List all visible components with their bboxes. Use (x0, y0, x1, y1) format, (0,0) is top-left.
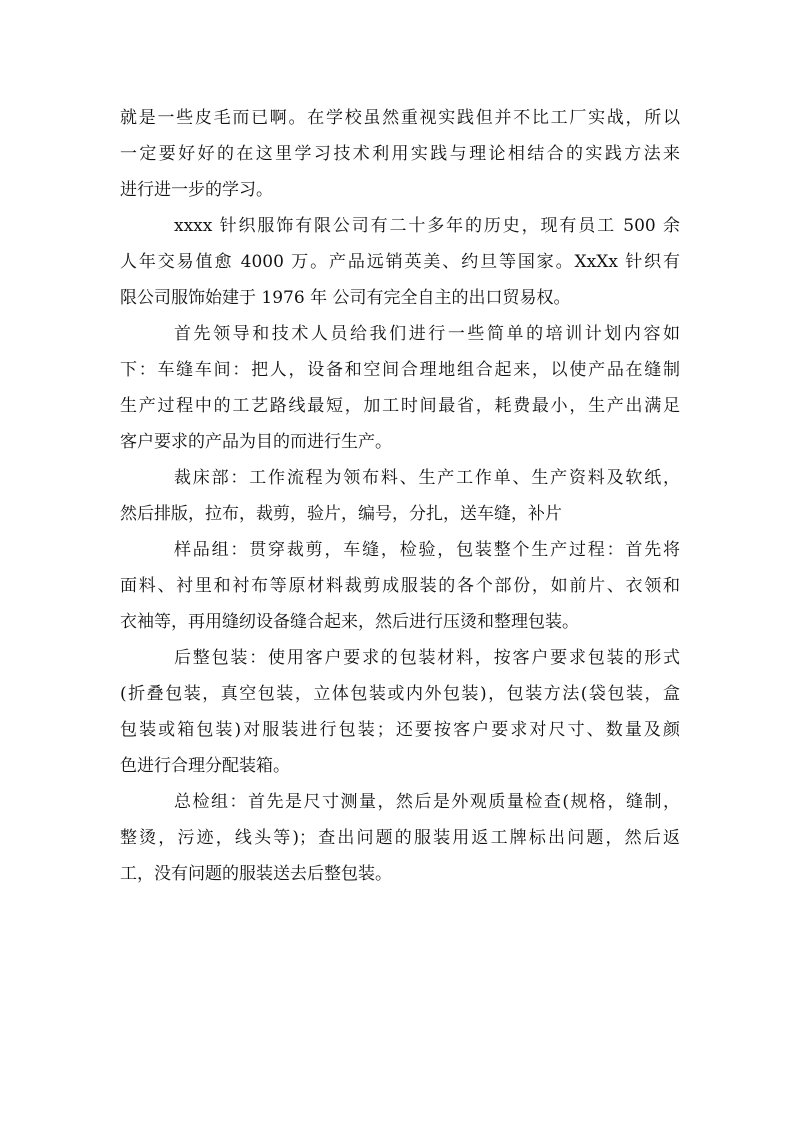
text-line: 总检组：首先是尺寸测量，然后是外观质量检查(规格，缝制， (174, 792, 680, 812)
text-line: 进行进一步的学习。 (120, 180, 273, 200)
text-line: 首先领导和技术人员给我们进行一些简单的培训计划内容如 (174, 324, 680, 344)
text-line: 客户要求的产品为目的而进行生产。 (120, 432, 392, 452)
text-line: 下：车缝车间：把人，设备和空间合理地组合起来，以使产品在缝制 (120, 360, 680, 380)
document-body (120, 100, 680, 892)
text-line: 样品组：贯穿裁剪，车缝，检验，包装整个生产过程：首先将 (174, 540, 680, 560)
text-line: (折叠包装，真空包装，立体包装或内外包装)，包装方法(袋包装，盒 (120, 684, 680, 704)
text-line: 生产过程中的工艺路线最短，加工时间最省，耗费最小，生产出满足 (120, 396, 680, 416)
text-line: 工，没有问题的服装送去后整包装。 (120, 864, 392, 884)
text-line: 裁床部：工作流程为领布料、生产工作单、生产资料及软纸， (174, 468, 680, 488)
text-line: 就是一些皮毛而已啊。在学校虽然重视实践但并不比工厂实战，所以 (120, 108, 680, 128)
text-line: 限公司服饰始建于 1976 年 公司有完全自主的出口贸易权。 (120, 288, 571, 308)
text-line: xxxx 针织服饰有限公司有二十多年的历史，现有员工 500 余 (174, 216, 680, 236)
text-line: 人年交易值愈 4000 万。产品远销英美、约旦等国家。XxXx 针织有 (120, 252, 680, 272)
text-line: 包装或箱包装)对服装进行包装；还要按客户要求对尺寸、数量及颜 (120, 720, 680, 740)
text-line: 一定要好好的在这里学习技术利用实践与理论相结合的实践方法来 (120, 144, 680, 164)
text-line: 后整包装：使用客户要求的包装材料，按客户要求包装的形式 (174, 648, 680, 668)
text-line: 衣袖等，再用缝纫设备缝合起来，然后进行压烫和整理包装。 (120, 612, 579, 632)
text-line: 面料、衬里和衬布等原材料裁剪成服装的各个部份，如前片、衣领和 (120, 576, 680, 596)
text-line: 整烫，污迹，线头等)；查出问题的服装用返工牌标出问题，然后返 (120, 828, 680, 848)
text-line: 然后排版，拉布，裁剪，验片，编号，分扎，送车缝，补片 (120, 504, 562, 524)
text-line: 色进行合理分配装箱。 (120, 756, 290, 776)
